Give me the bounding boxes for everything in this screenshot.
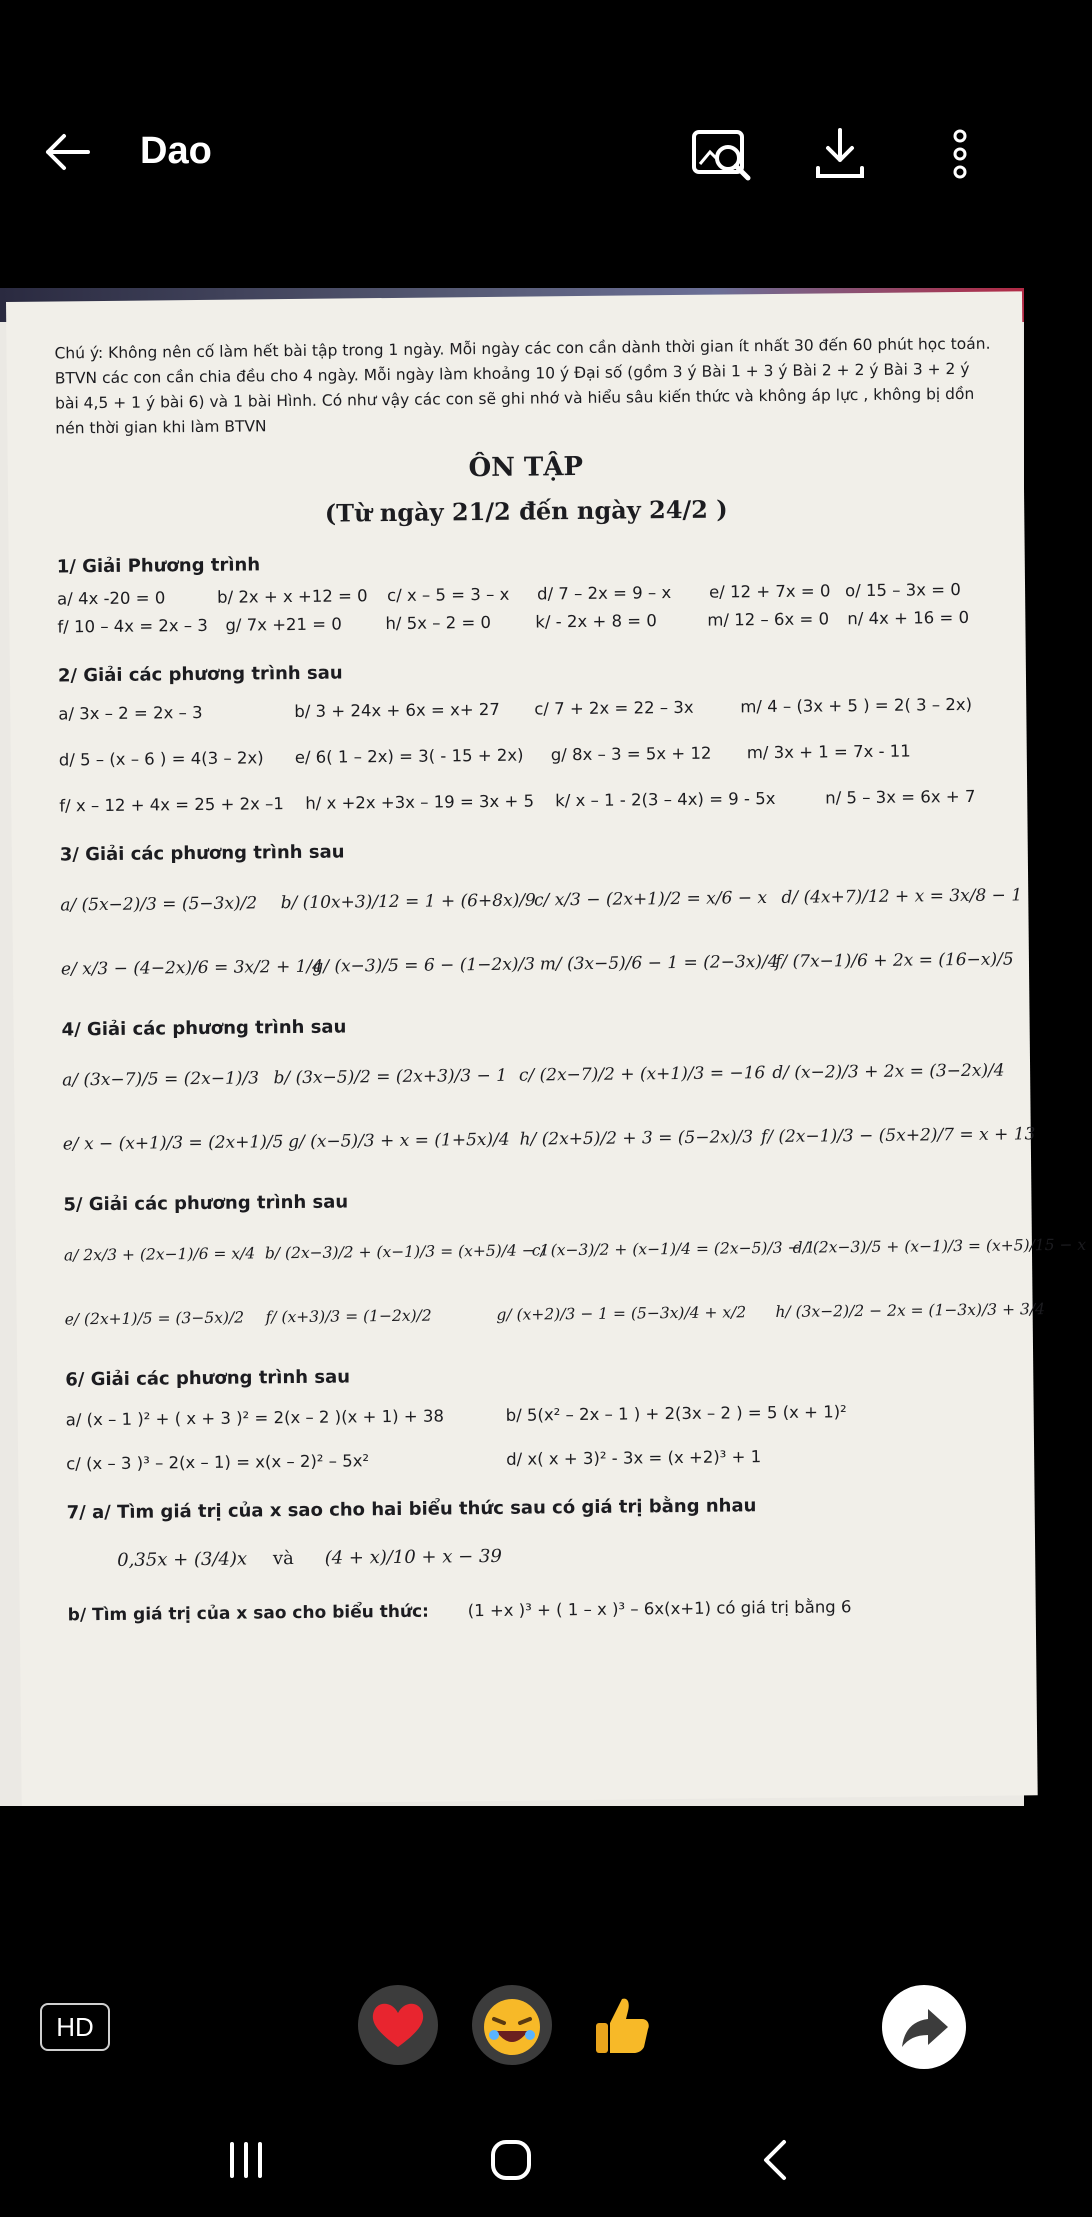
equation: n/ 5 – 3x = 6x + 7 (825, 786, 976, 808)
image-search-icon[interactable] (690, 126, 754, 182)
fraction-equation: f/ (2x−1)/3 − (5x+2)/7 = x + 13 (760, 1124, 1036, 1148)
worksheet-subtitle: (Từ ngày 21/2 đến ngày 24/2 ) (324, 494, 728, 528)
section-4-heading: 4/ Giải các phương trình sau (61, 1016, 347, 1041)
share-icon[interactable] (880, 1983, 968, 2071)
fraction-equation: c/ (x−3)/2 + (x−1)/4 = (2x−5)/3 − 1 (531, 1238, 816, 1260)
expression: (4 + x)/10 + x − 39 (324, 1545, 502, 1569)
equation: k/ - 2x + 8 = 0 (535, 611, 657, 632)
back-icon[interactable] (746, 2130, 806, 2190)
section-4-row-1 (62, 1047, 1005, 1105)
top-bar (0, 90, 1024, 220)
fraction-equation: f/ (7x−1)/6 + 2x = (16−x)/5 (775, 949, 1014, 972)
fraction-equation: m/ (3x−5)/6 − 1 = (2−3x)/4 (539, 951, 779, 975)
equation: b/ 2x + x +12 = 0 (217, 586, 368, 607)
equation: g/ 8x – 3 = 5x + 12 (550, 743, 712, 765)
heart-icon[interactable] (356, 1983, 440, 2067)
fraction-equation: e/ x/3 − (4−2x)/6 = 3x/2 + 1/4 (60, 956, 324, 980)
equation: h/ x +2x +3x – 19 = 3x + 5 (305, 791, 535, 813)
more-vert-icon[interactable] (940, 126, 980, 182)
fraction-equation: h/ (2x+5)/2 + 3 = (5−2x)/3 (519, 1127, 754, 1150)
recent-apps-icon[interactable] (216, 2130, 276, 2190)
section-5-row-2 (64, 1286, 1045, 1344)
equation: h/ 5x – 2 = 0 (385, 612, 492, 634)
equation: a/ 4x -20 = 0 (57, 588, 166, 609)
equation: n/ 4x + 16 = 0 (847, 607, 970, 629)
worksheet-title: ÔN TẬP (468, 451, 584, 484)
section-7-heading: 7/ a/ Tìm giá trị của x sao cho hai biểu thức sau có giá trị bằng nhau (66, 1495, 757, 1524)
attached-photo[interactable] (0, 288, 1087, 1806)
fraction-equation: e/ (2x+1)/5 = (3−5x)/2 (64, 1308, 245, 1329)
section-1-row-2 (57, 606, 997, 640)
fraction-equation: b/ (10x+3)/12 = 1 + (6+8x)/9 (280, 890, 536, 914)
equation: b/ 5(x² – 2x – 1 ) + 2(3x – 2 ) = 5 (x + 1)² (505, 1402, 847, 1425)
equation: e/ 12 + 7x = 0 (708, 581, 831, 602)
home-icon[interactable] (481, 2130, 541, 2190)
download-icon[interactable] (808, 126, 872, 182)
equation: f/ x – 12 + 4x = 25 + 2x –1 (59, 794, 284, 816)
section-4-row-2 (62, 1111, 1036, 1169)
fraction-equation: d/ (x−2)/3 + 2x = (3−2x)/4 (772, 1060, 1005, 1084)
worksheet-content (54, 332, 1087, 1628)
section-1-heading: 1/ Giải Phương trình (56, 554, 261, 578)
fraction-equation: a/ 2x/3 + (2x−1)/6 = x/4 (63, 1244, 256, 1265)
section-5-heading: 5/ Giải các phương trình sau (63, 1191, 349, 1216)
fraction-equation: d/ (4x+7)/12 + x = 3x/8 − 1 (781, 885, 1023, 908)
equation: a/ 3x – 2 = 2x – 3 (58, 702, 203, 724)
fraction-equation: b/ (2x−3)/2 + (x−1)/3 = (x+5)/4 − 1 (264, 1241, 550, 1263)
equation: f/ 10 – 4x = 2x – 3 (57, 615, 208, 637)
section-2-heading: 2/ Giải các phương trình sau (57, 662, 343, 687)
equation: c/ 7 + 2x = 22 – 3x (534, 697, 694, 719)
section-3-row-2 (60, 936, 1014, 994)
equation: a/ (x – 1 )² + ( x + 3 )² = 2(x – 2 )(x + 1) + 38 (65, 1406, 445, 1430)
equation: g/ 7x +21 = 0 (225, 614, 342, 635)
section-7-b (68, 1594, 1008, 1628)
equation: d/ 5 – (x – 6 ) = 4(3 – 2x) (58, 748, 264, 770)
fraction-equation: b/ (3x−5)/2 = (2x+3)/3 − 1 (273, 1065, 508, 1089)
question-label: b/ Tìm giá trị của x sao cho biểu thức: (67, 1601, 430, 1626)
equation: c/ (x – 3 )³ – 2(x – 1) = x(x – 2)² – 5x² (66, 1451, 370, 1474)
fraction-equation: d/ (2x−3)/5 + (x−1)/3 = (x+5)/15 − x (792, 1235, 1087, 1257)
section-6-heading: 6/ Giải các phương trình sau (65, 1366, 351, 1391)
section-2-row-1 (58, 693, 998, 727)
fraction-equation: g/ (x+2)/3 − 1 = (5−3x)/4 + x/2 (496, 1303, 747, 1324)
equation: k/ x – 1 - 2(3 – 4x) = 9 - 5x (555, 788, 776, 811)
fraction-equation: h/ (3x−2)/2 − 2x = (1−3x)/3 + 3/4 (775, 1300, 1045, 1321)
fraction-equation: f/ (x+3)/3 = (1−2x)/2 (265, 1306, 432, 1327)
equation: c/ x – 5 = 3 – x (386, 584, 510, 606)
equation: o/ 15 – 3x = 0 (844, 580, 961, 601)
fraction-equation: g/ (x−3)/5 = 6 − (1−2x)/3 (312, 954, 536, 977)
equation: m/ 3x + 1 = 7x - 11 (746, 741, 911, 763)
hd-toggle-button[interactable]: HD (40, 2003, 110, 2051)
section-2-row-2 (59, 739, 999, 773)
section-3-row-1 (60, 872, 1023, 930)
back-arrow-icon[interactable] (42, 132, 92, 172)
instruction-note: Chú ý: Không nên cố làm hết bài tập trong 1 ngày. Mỗi ngày các con cần dành thời gian ít nhất 30 đến 60 phút học toán. BTVN các con cần chia đều cho 4 ngày. Mỗi ngày làm khoảng 10 ý Đại số (gồm 3 ý Bài 1 + 3 ý Bài 2 + 2 ý Bài 3 + 2 ý bài 4,5 + 1 ý bài 6) và 1 bài Hình. Có như vậy các con sẽ ghi nhớ và hiểu sâu kiến thức và không áp lực , không bị dồn nén thời gian khi làm BTVN (54, 334, 991, 438)
section-7-expressions (67, 1528, 1007, 1586)
section-6-row-2 (66, 1443, 1006, 1477)
section-6-row-1 (66, 1399, 1006, 1433)
equation: d/ x( x + 3)² - 3x = (x +2)³ + 1 (506, 1447, 762, 1469)
equation: e/ 6( 1 – 2x) = 3( - 15 + 2x) (294, 745, 524, 768)
laughing-face-icon[interactable] (470, 1983, 554, 2067)
worksheet-paper (6, 291, 1087, 1806)
thumbs-up-icon[interactable] (580, 1983, 664, 2067)
fraction-equation: e/ x − (x+1)/3 = (2x+1)/5 (62, 1132, 284, 1155)
conjunction: và (272, 1548, 294, 1570)
fraction-equation: c/ x/3 − (2x+1)/2 = x/6 − x (534, 888, 768, 911)
fraction-equation: c/ (2x−7)/2 + (x+1)/3 = −16 (518, 1063, 766, 1086)
equation: m/ 12 – 6x = 0 (707, 609, 830, 630)
expression: (1 +x )³ + ( 1 – x )³ – 6x(x+1) có giá trị bằng 6 (467, 1597, 852, 1621)
expression: 0,35x + (3/4)x (117, 1548, 248, 1571)
section-2-row-3 (59, 785, 999, 819)
equation: m/ 4 – (3x + 5 ) = 2( 3 – 2x) (740, 694, 973, 717)
section-3-heading: 3/ Giải các phương trình sau (59, 841, 345, 866)
section-5-row-1 (63, 1222, 1087, 1280)
fraction-equation: a/ (3x−7)/5 = (2x−1)/3 (62, 1068, 260, 1091)
conversation-title: Dao (140, 130, 212, 172)
equation: b/ 3 + 24x + 6x = x+ 27 (294, 699, 500, 722)
equation: d/ 7 – 2x = 9 – x (536, 583, 672, 604)
fraction-equation: a/ (5x−2)/3 = (5−3x)/2 (60, 893, 258, 916)
fraction-equation: g/ (x−5)/3 + x = (1+5x)/4 (288, 1129, 510, 1153)
